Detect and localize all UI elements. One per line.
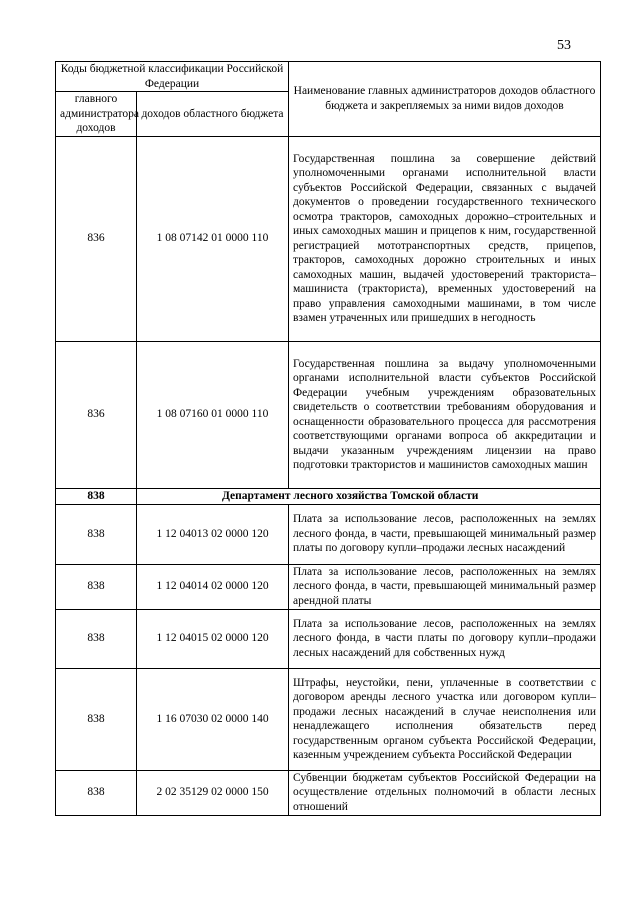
table-row	[56, 770, 601, 815]
income-name: Субвенции бюджетам субъектов Российской Федерации на осуществление отдельных полномочий в области лесных отношений	[289, 770, 601, 815]
department-name: Департамент лесного хозяйства Томской области	[137, 488, 601, 504]
table-row	[56, 341, 601, 488]
table-row	[56, 504, 601, 564]
income-code: 1 08 07160 01 0000 110	[137, 341, 289, 488]
income-name: Штрафы, неустойки, пени, уплаченные в соответствии с договором аренды лесного участка или договором купли–продажи лесных насаждений в случае неисполнения или ненадлежащего исполнения обязательств перед государственным органом субъекта Российской Федерации, казенным учреждением субъекта Российской Федерации	[289, 668, 601, 770]
income-code: 1 12 04014 02 0000 120	[137, 564, 289, 609]
budget-classification-table	[55, 61, 601, 816]
income-code: 1 08 07142 01 0000 110	[137, 136, 289, 341]
admin-code: 838	[56, 564, 137, 609]
income-name: Плата за использование лесов, расположенных на землях лесного фонда, в части, превышающей минимальный размер арендной платы	[289, 564, 601, 609]
income-code: 1 16 07030 02 0000 140	[137, 668, 289, 770]
admin-code: 838	[56, 609, 137, 668]
admin-code: 838	[56, 770, 137, 815]
admin-code: 836	[56, 136, 137, 341]
admin-code: 838	[56, 668, 137, 770]
table-row	[56, 564, 601, 609]
header-codes-group: Коды бюджетной классификации Российской Федерации	[56, 62, 289, 92]
page-number: 53	[557, 38, 571, 53]
table-row	[56, 668, 601, 770]
admin-code: 838	[56, 504, 137, 564]
table-row	[56, 136, 601, 341]
department-admin-code: 838	[56, 488, 137, 504]
table-header-row	[56, 62, 601, 92]
income-name: Государственная пошлина за выдачу уполномоченными органами исполнительной власти субъектов Российской Федерации учебным учреждениям образовательных свидетельств о соответствии требованиям оборудования и оснащенности образовательного процесса для рассмотрения соответствующими органами вопроса об аккредитации и выдачи указанным учреждениям лицензии на право подготовки трактористов и машинистов самоходных машин	[289, 341, 601, 488]
header-name-column: Наименование главных администраторов доходов областного бюджета и закрепляемых за ними видов доходов	[289, 62, 601, 137]
income-code: 1 12 04013 02 0000 120	[137, 504, 289, 564]
table-row	[56, 609, 601, 668]
header-income-column: доходов областного бюджета	[137, 92, 289, 137]
income-code: 2 02 35129 02 0000 150	[137, 770, 289, 815]
admin-code: 836	[56, 341, 137, 488]
income-name: Плата за использование лесов, расположенных на землях лесного фонда, в части, превышающей минимальный размер платы по договору купли–продажи лесных насаждений	[289, 504, 601, 564]
income-code: 1 12 04015 02 0000 120	[137, 609, 289, 668]
income-name: Плата за использование лесов, расположенных на землях лесного фонда, в части платы по договору купли–продажи лесных насаждений для собственных нужд	[289, 609, 601, 668]
header-admin-column: главного администратора доходов	[56, 92, 137, 137]
department-row	[56, 488, 601, 504]
income-name: Государственная пошлина за совершение действий уполномоченными органами исполнительной власти субъектов Российской Федерации, связанных с выдачей документов о проведении государственного технического осмотра тракторов, самоходных дорожно–строительных и иных самоходных машин и прицепов к ним, государственной регистрацией мототранспортных средств, прицепов, тракторов, самоходных дорожно строительных и иных самоходных машин, выдачей удостоверений тракториста–машиниста (тракториста), временных удостоверений на право управления самоходными машинами, в том числе взамен утраченных или пришедших в негодность	[289, 136, 601, 341]
